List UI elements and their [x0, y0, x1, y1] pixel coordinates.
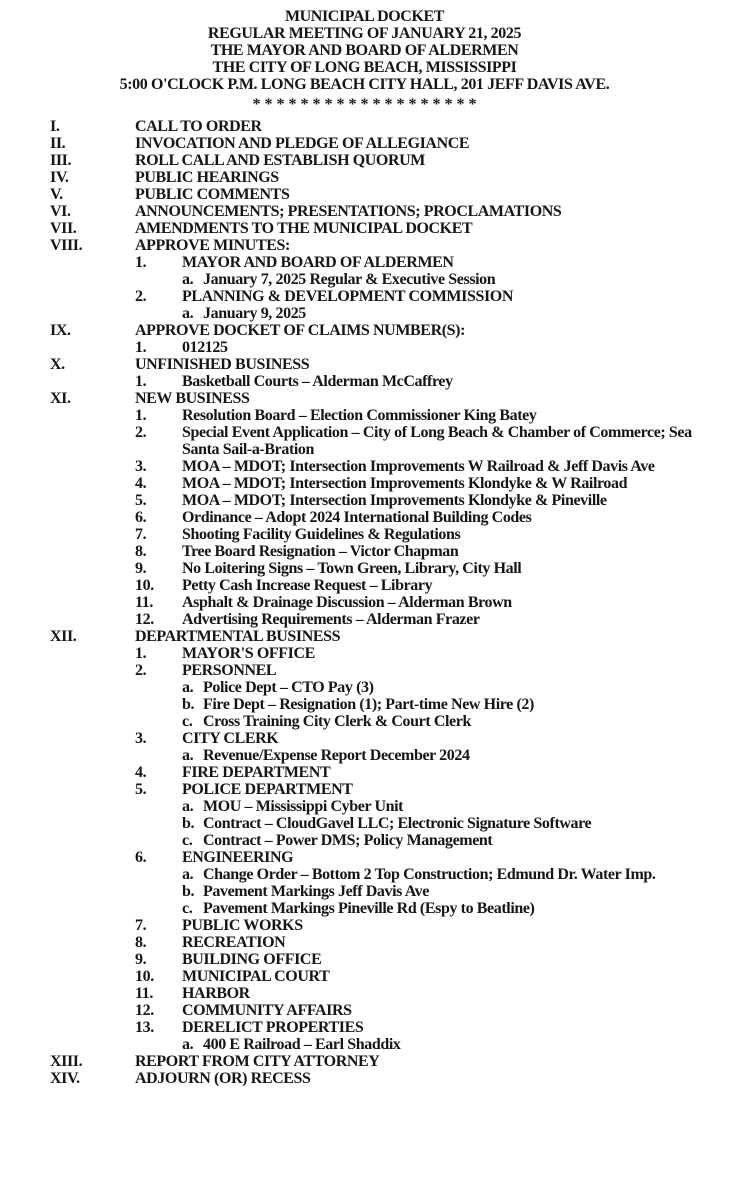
agenda-item-row: [0, 458, 729, 475]
agenda-item-row: [0, 577, 729, 594]
agenda-subitem-row: [0, 866, 729, 883]
subitem-letter: a.: [182, 747, 194, 764]
agenda-item-row: [0, 1002, 729, 1019]
item-number: 7.: [135, 917, 147, 934]
item-text: Ordinance – Adopt 2024 International Building Codes: [182, 509, 532, 526]
item-number: 12.: [135, 611, 154, 628]
subitem-letter: b.: [182, 696, 195, 713]
agenda-item-row: [0, 373, 729, 390]
item-text: FIRE DEPARTMENT: [182, 764, 331, 781]
subitem-text: January 9, 2025: [203, 305, 306, 322]
item-number: 10.: [135, 968, 154, 985]
agenda-section-row: [0, 135, 729, 152]
section-numeral: IX.: [50, 322, 71, 339]
agenda-item-row: [0, 985, 729, 1002]
section-numeral: X.: [50, 356, 65, 373]
subitem-letter: c.: [182, 713, 193, 730]
agenda-item-row: [0, 492, 729, 509]
agenda-section-row: [0, 220, 729, 237]
subitem-letter: a.: [182, 305, 194, 322]
agenda-item-row: [0, 509, 729, 526]
section-numeral: XII.: [50, 628, 77, 645]
separator-asterisks: * * * * * * * * * * * * * * * * * * *: [252, 96, 477, 113]
title-line-city: THE CITY OF LONG BEACH, MISSISSIPPI: [212, 59, 517, 76]
agenda-item-row: [0, 254, 729, 271]
section-numeral: I.: [50, 118, 60, 135]
item-text: 012125: [182, 339, 228, 356]
item-text: MOA – MDOT; Intersection Improvements W Railroad & Jeff Davis Ave: [182, 458, 655, 475]
item-number: 9.: [135, 951, 147, 968]
section-heading: UNFINISHED BUSINESS: [135, 356, 310, 373]
agenda-section-row: [0, 118, 729, 135]
subitem-text: Change Order – Bottom 2 Top Construction; Edmund Dr. Water Imp.: [203, 866, 656, 883]
item-text: PERSONNEL: [182, 662, 277, 679]
section-numeral: V.: [50, 186, 63, 203]
item-text: ENGINEERING: [182, 849, 294, 866]
subitem-text: January 7, 2025 Regular & Executive Session: [203, 271, 496, 288]
section-heading: REPORT FROM CITY ATTORNEY: [135, 1053, 380, 1070]
subitem-letter: b.: [182, 815, 195, 832]
subitem-letter: a.: [182, 1036, 194, 1053]
item-number: 4.: [135, 764, 147, 781]
agenda-subitem-row: [0, 696, 729, 713]
subitem-letter: c.: [182, 832, 193, 849]
agenda-item-row: [0, 764, 729, 781]
agenda-subitem-row: [0, 883, 729, 900]
agenda-subitem-row: [0, 815, 729, 832]
subitem-letter: b.: [182, 883, 195, 900]
subitem-letter: a.: [182, 271, 194, 288]
agenda-item-row: [0, 730, 729, 747]
item-text: MOA – MDOT; Intersection Improvements Klondyke & Pineville: [182, 492, 607, 509]
agenda-item-row: [0, 339, 729, 356]
item-text: Basketball Courts – Alderman McCaffrey: [182, 373, 453, 390]
item-text: Shooting Facility Guidelines & Regulations: [182, 526, 461, 543]
item-text: DERELICT PROPERTIES: [182, 1019, 364, 1036]
item-number: 3.: [135, 730, 147, 747]
agenda-section-row: [0, 322, 729, 339]
title-line-meeting: REGULAR MEETING OF JANUARY 21, 2025: [207, 25, 522, 42]
subitem-letter: a.: [182, 679, 194, 696]
item-number: 1.: [135, 254, 147, 271]
item-number: 2.: [135, 662, 147, 679]
item-text: MAYOR'S OFFICE: [182, 645, 315, 662]
section-numeral: XI.: [50, 390, 71, 407]
agenda-item-row: [0, 526, 729, 543]
agenda-subitem-row: [0, 271, 729, 288]
section-numeral: VIII.: [50, 237, 83, 254]
section-numeral: XIV.: [50, 1070, 80, 1087]
section-heading: INVOCATION AND PLEDGE OF ALLEGIANCE: [135, 135, 470, 152]
item-text: No Loitering Signs – Town Green, Library, City Hall: [182, 560, 522, 577]
section-heading: PUBLIC HEARINGS: [135, 169, 279, 186]
subitem-text: Fire Dept – Resignation (1); Part-time New Hire (2): [203, 696, 534, 713]
item-number: 1.: [135, 339, 147, 356]
item-text: PLANNING & DEVELOPMENT COMMISSION: [182, 288, 513, 305]
subitem-text: Cross Training City Clerk & Court Clerk: [203, 713, 471, 730]
section-numeral: III.: [50, 152, 72, 169]
agenda-section-row: [0, 203, 729, 220]
section-heading: PUBLIC COMMENTS: [135, 186, 290, 203]
item-text: RECREATION: [182, 934, 286, 951]
section-numeral: II.: [50, 135, 66, 152]
section-heading: ANNOUNCEMENTS; PRESENTATIONS; PROCLAMATIONS: [135, 203, 562, 220]
item-number: 1.: [135, 373, 147, 390]
subitem-text: Police Dept – CTO Pay (3): [203, 679, 374, 696]
title-line-time-place: 5:00 O'CLOCK P.M. LONG BEACH CITY HALL, 201 JEFF DAVIS AVE.: [119, 76, 610, 93]
section-heading: ROLL CALL AND ESTABLISH QUORUM: [135, 152, 425, 169]
agenda-item-row: [0, 475, 729, 492]
agenda-section-row: [0, 356, 729, 373]
agenda-subitem-row: [0, 1036, 729, 1053]
section-heading: ADJOURN (OR) RECESS: [135, 1070, 311, 1087]
agenda-subitem-row: [0, 713, 729, 730]
item-number: 5.: [135, 492, 147, 509]
section-numeral: XIII.: [50, 1053, 83, 1070]
title-line-board: THE MAYOR AND BOARD OF ALDERMEN: [210, 42, 519, 59]
item-number: 11.: [135, 985, 153, 1002]
item-text: Tree Board Resignation – Victor Chapman: [182, 543, 459, 560]
section-numeral: IV.: [50, 169, 69, 186]
item-number: 11.: [135, 594, 153, 611]
agenda-item-row: [0, 917, 729, 934]
item-text: BUILDING OFFICE: [182, 951, 322, 968]
item-number: 1.: [135, 645, 147, 662]
item-number: 13.: [135, 1019, 154, 1036]
agenda-item-row: [0, 424, 729, 458]
agenda-section-row: [0, 237, 729, 254]
item-number: 2.: [135, 424, 147, 441]
subitem-text: Pavement Markings Jeff Davis Ave: [203, 883, 429, 900]
item-text: CITY CLERK: [182, 730, 279, 747]
item-number: 6.: [135, 509, 147, 526]
item-number: 9.: [135, 560, 147, 577]
agenda-section-row: [0, 1070, 729, 1087]
item-number: 12.: [135, 1002, 154, 1019]
agenda-subitem-row: [0, 305, 729, 322]
item-text: Resolution Board – Election Commissioner King Batey: [182, 407, 537, 424]
section-heading: APPROVE MINUTES:: [135, 237, 290, 254]
subitem-text: MOU – Mississippi Cyber Unit: [203, 798, 404, 815]
item-text: POLICE DEPARTMENT: [182, 781, 353, 798]
agenda-item-row: [0, 849, 729, 866]
item-number: 3.: [135, 458, 147, 475]
item-text: MOA – MDOT; Intersection Improvements Klondyke & W Railroad: [182, 475, 628, 492]
document-header: [0, 8, 729, 113]
item-text: MAYOR AND BOARD OF ALDERMEN: [182, 254, 454, 271]
item-text: PUBLIC WORKS: [182, 917, 303, 934]
agenda-item-row: [0, 662, 729, 679]
agenda-item-row: [0, 543, 729, 560]
agenda-subitem-row: [0, 798, 729, 815]
agenda-subitem-row: [0, 832, 729, 849]
item-number: 2.: [135, 288, 147, 305]
agenda-item-row: [0, 611, 729, 628]
agenda-item-row: [0, 968, 729, 985]
agenda-item-row: [0, 594, 729, 611]
agenda-item-row: [0, 560, 729, 577]
agenda-item-row: [0, 407, 729, 424]
item-text: Special Event Application – City of Long Beach & Chamber of Commerce; Sea Santa Sail-a-Bration: [182, 424, 692, 458]
item-number: 1.: [135, 407, 147, 424]
agenda-section-row: [0, 628, 729, 645]
agenda-section-row: [0, 1053, 729, 1070]
item-number: 5.: [135, 781, 147, 798]
subitem-text: 400 E Railroad – Earl Shaddix: [203, 1036, 401, 1053]
item-number: 10.: [135, 577, 154, 594]
section-heading: CALL TO ORDER: [135, 118, 262, 135]
subitem-text: Contract – CloudGavel LLC; Electronic Signature Software: [203, 815, 592, 832]
item-text: COMMUNITY AFFAIRS: [182, 1002, 352, 1019]
item-number: 7.: [135, 526, 147, 543]
agenda-item-row: [0, 951, 729, 968]
agenda-subitem-row: [0, 679, 729, 696]
section-heading: NEW BUSINESS: [135, 390, 250, 407]
item-number: 8.: [135, 543, 147, 560]
agenda: [0, 118, 729, 1087]
section-numeral: VI.: [50, 203, 71, 220]
section-heading: AMENDMENTS TO THE MUNICIPAL DOCKET: [135, 220, 473, 237]
agenda-item-row: [0, 1019, 729, 1036]
agenda-section-row: [0, 169, 729, 186]
agenda-section-row: [0, 186, 729, 203]
section-numeral: VII.: [50, 220, 77, 237]
item-text: HARBOR: [182, 985, 250, 1002]
agenda-item-row: [0, 934, 729, 951]
item-text: Advertising Requirements – Alderman Frazer: [182, 611, 480, 628]
agenda-subitem-row: [0, 900, 729, 917]
subitem-text: Pavement Markings Pineville Rd (Espy to Beatline): [203, 900, 535, 917]
subitem-text: Revenue/Expense Report December 2024: [203, 747, 470, 764]
subitem-letter: a.: [182, 798, 194, 815]
agenda-item-row: [0, 781, 729, 798]
item-text: Asphalt & Drainage Discussion – Alderman Brown: [182, 594, 512, 611]
item-number: 8.: [135, 934, 147, 951]
agenda-item-row: [0, 645, 729, 662]
item-number: 6.: [135, 849, 147, 866]
section-heading: APPROVE DOCKET OF CLAIMS NUMBER(S):: [135, 322, 466, 339]
agenda-section-row: [0, 152, 729, 169]
item-text: Petty Cash Increase Request – Library: [182, 577, 433, 594]
subitem-letter: c.: [182, 900, 193, 917]
title-line-docket: MUNICIPAL DOCKET: [284, 8, 445, 25]
item-number: 4.: [135, 475, 147, 492]
agenda-subitem-row: [0, 747, 729, 764]
item-text: MUNICIPAL COURT: [182, 968, 330, 985]
subitem-letter: a.: [182, 866, 194, 883]
subitem-text: Contract – Power DMS; Policy Management: [203, 832, 493, 849]
agenda-item-row: [0, 288, 729, 305]
section-heading: DEPARTMENTAL BUSINESS: [135, 628, 341, 645]
agenda-section-row: [0, 390, 729, 407]
